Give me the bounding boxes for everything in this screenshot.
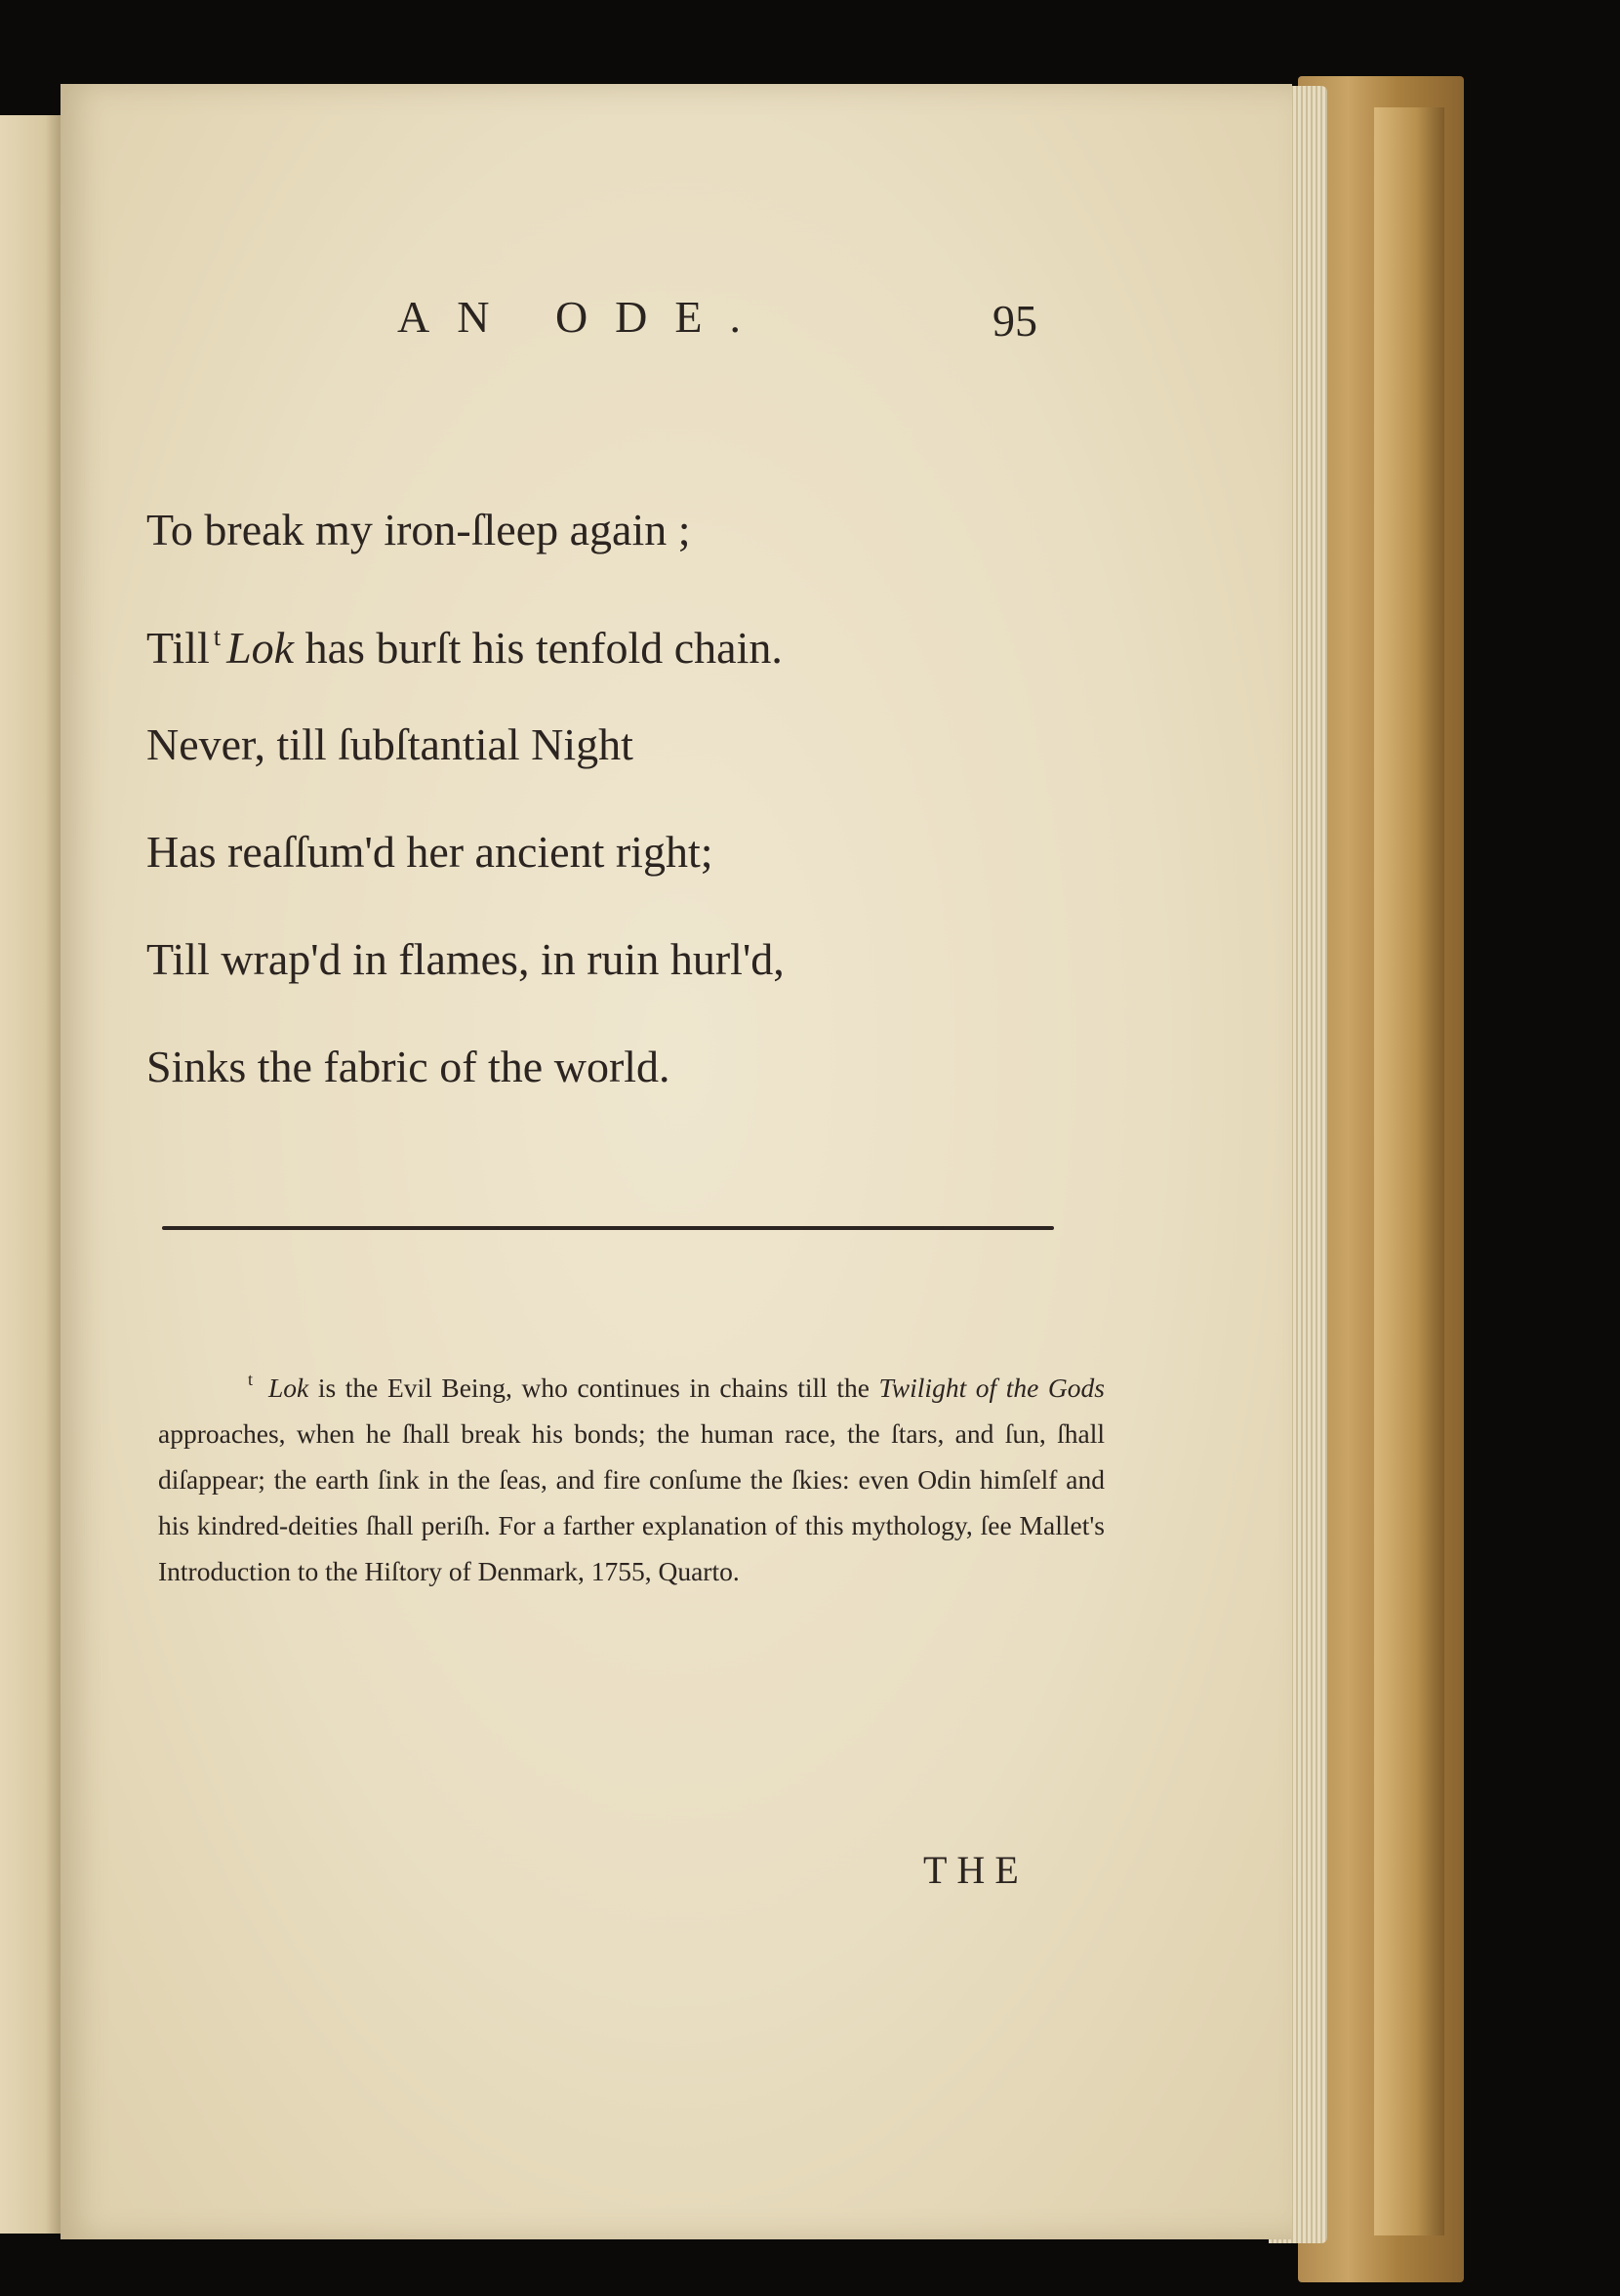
running-head [61, 291, 1292, 359]
footnote-mark: t [248, 1370, 254, 1389]
footnote-text: approaches, when he ſhall break his bonds; the human race, the ſtars, and ſun, ſhall diſappear; the earth ſink in the ſeas, and fire conſume the ſkies: even Odin himſelf and his kindred-deities ſhall periſh. For a farther explanation of this mythology, ſee Mallet's Introduction to the Hiſtory of Denmark, 1755, Quarto. [158, 1418, 1105, 1586]
book-cover-edge [1374, 107, 1444, 2235]
footnote [158, 1357, 1105, 1594]
left-facing-page-edge [0, 115, 64, 2234]
verse-text: Till wrap'd in flames, in ruin hurl'd, [146, 934, 785, 984]
verse-text: Never, till ſubſtantial Night [146, 719, 633, 769]
running-title: AN ODE. [397, 292, 768, 342]
page-number: 95 [992, 296, 1037, 346]
footnote-twilight: Twilight of the Gods [878, 1373, 1105, 1403]
verse-line [146, 476, 1103, 584]
catchword: THE [923, 1848, 1029, 1892]
verse-line [146, 691, 1103, 799]
verse-italic-name: Lok [226, 623, 295, 673]
poem-stanza [146, 476, 1103, 1121]
verse-line [146, 1013, 1103, 1121]
verse-text: Till [146, 623, 210, 673]
verse-text: Sinks the fabric of the world. [146, 1042, 670, 1091]
verse-line [146, 799, 1103, 906]
verse-text: Has reaſſum'd her ancient right; [146, 827, 713, 877]
footnote-lok: Lok [268, 1373, 309, 1403]
book-page [61, 84, 1292, 2239]
verse-text: To break my iron-ſleep again ; [146, 505, 691, 554]
verse-text: has burſt his tenfold chain. [294, 623, 783, 673]
verse-line [146, 584, 1103, 691]
verse-line [146, 906, 1103, 1013]
footnote-divider [162, 1226, 1054, 1230]
footnote-reference[interactable]: t [213, 623, 222, 651]
footnote-text: is the Evil Being, who continues in chains till the [308, 1373, 879, 1403]
